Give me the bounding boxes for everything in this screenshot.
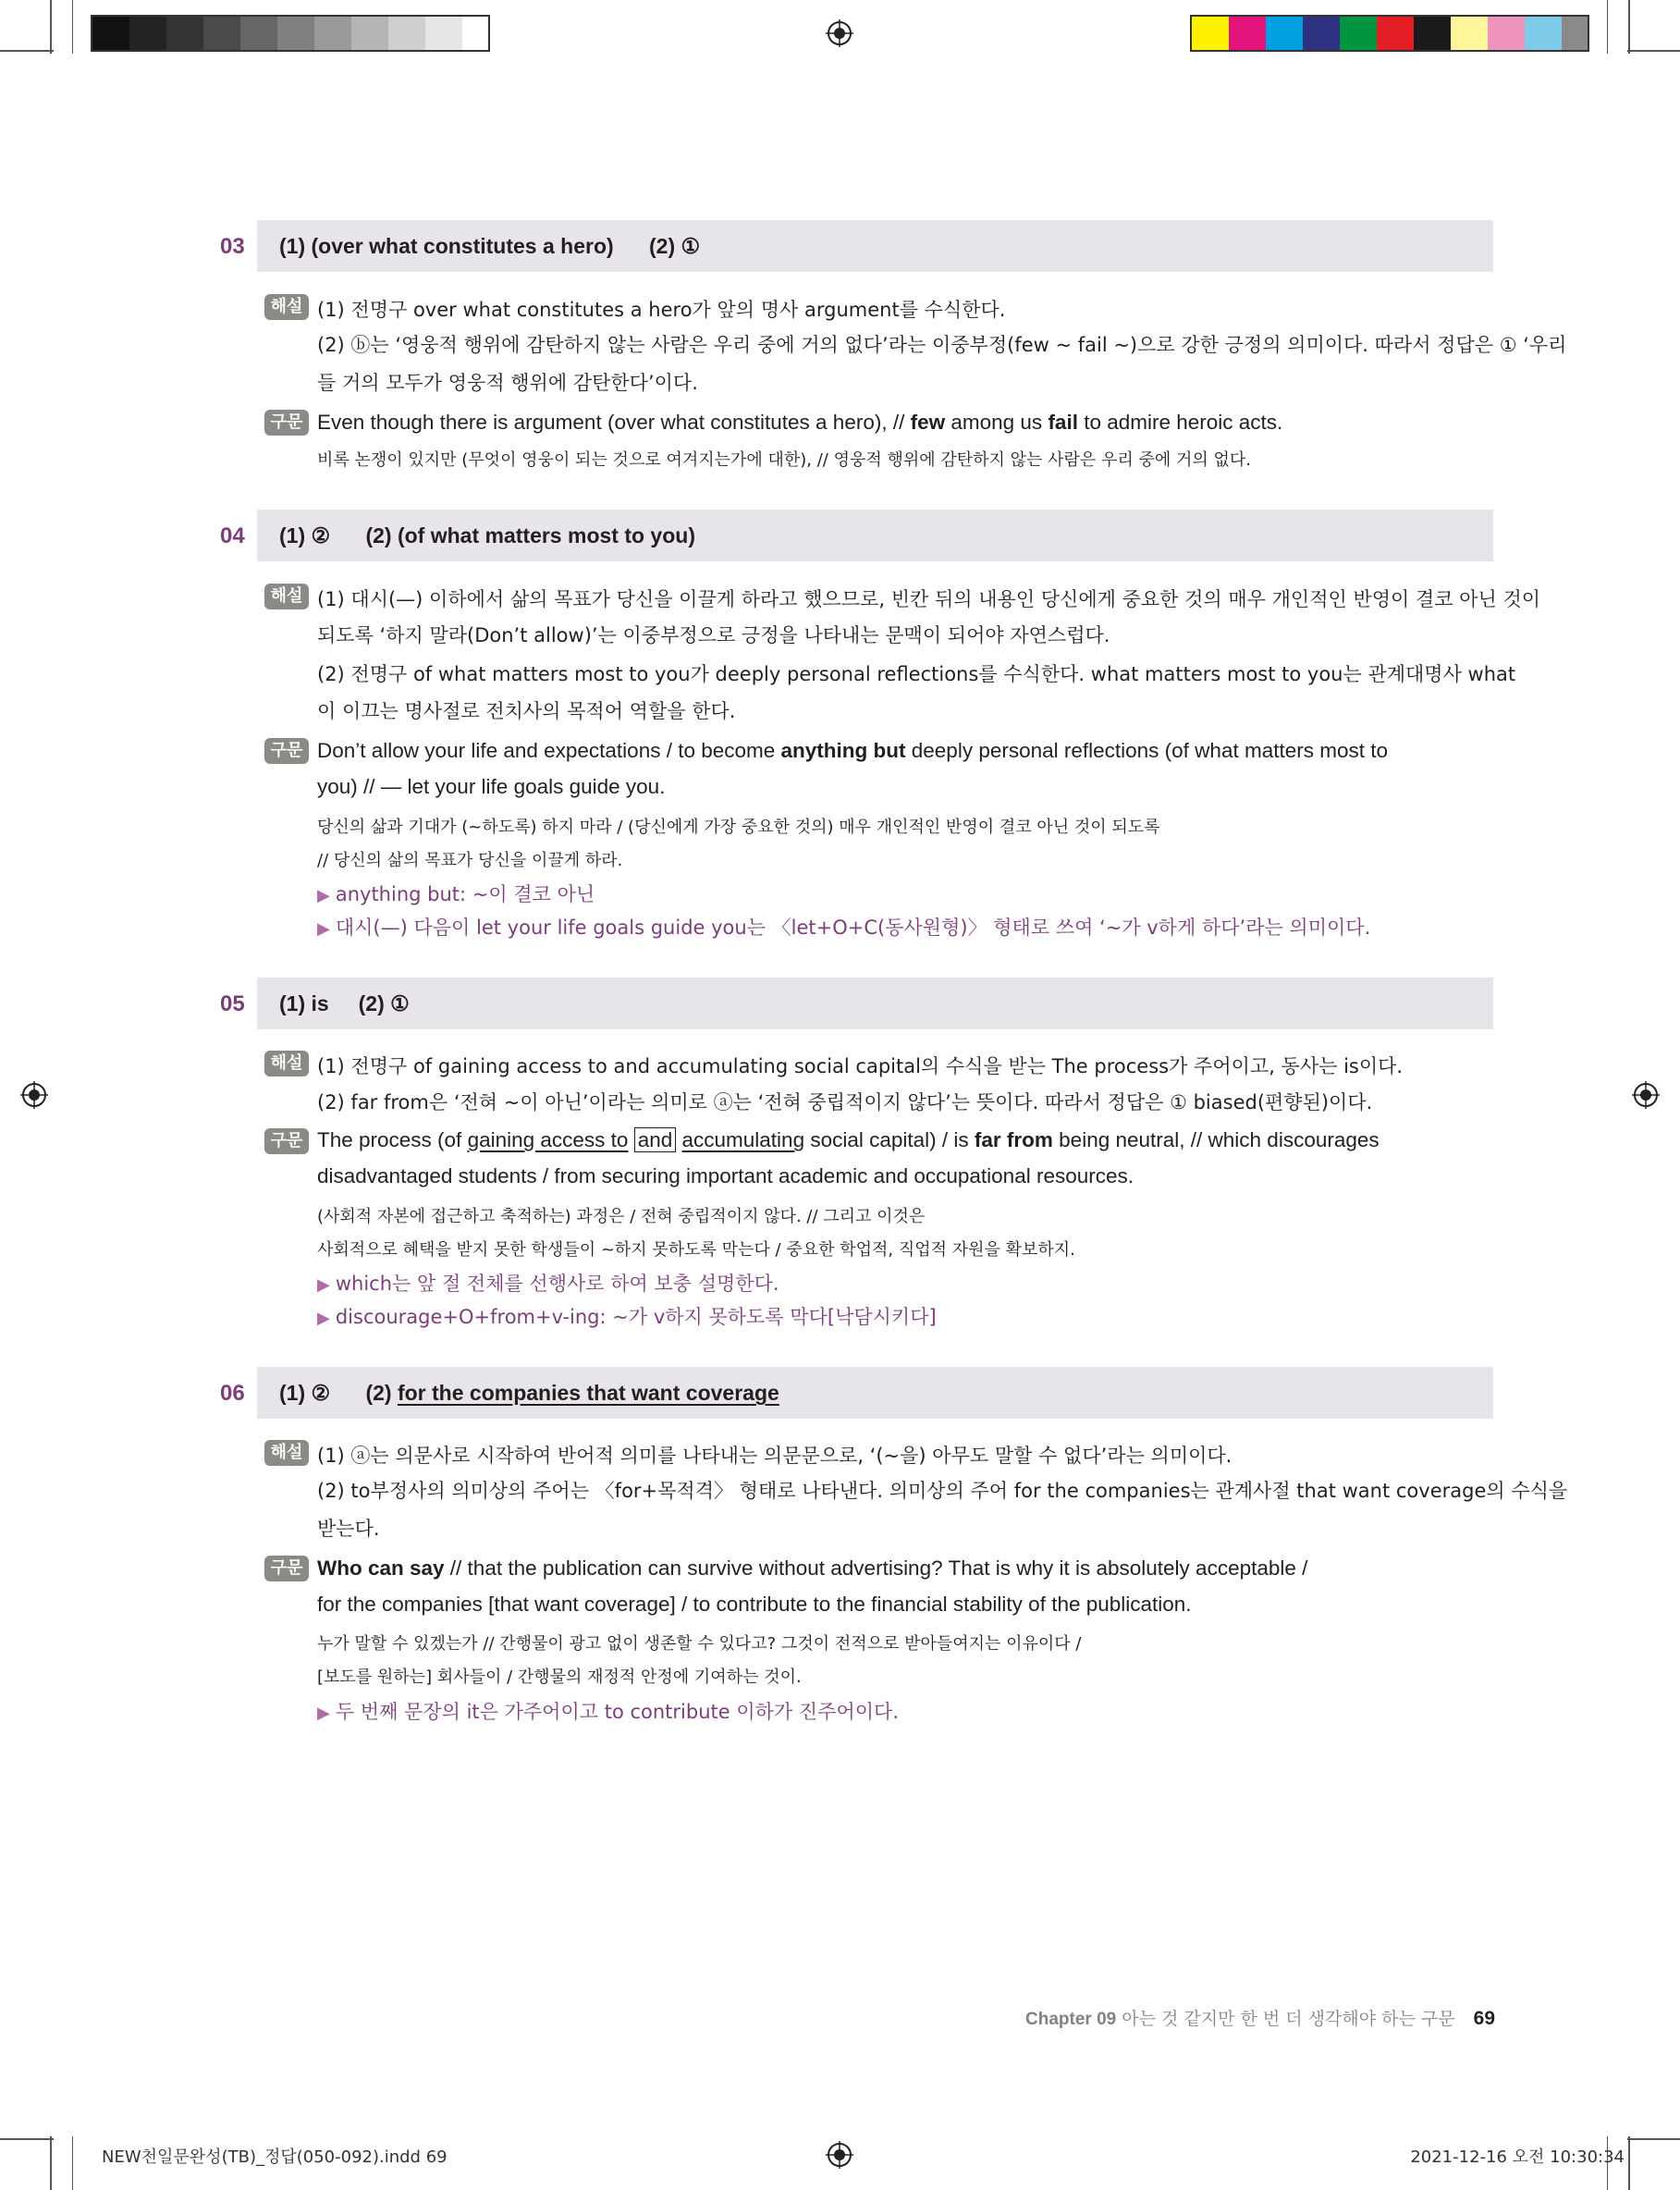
triangle-bullet-icon: ▶ bbox=[317, 919, 330, 939]
underlined-answer: for the companies that want coverage bbox=[397, 1381, 779, 1405]
explanation-line: (2) 전명구 of what matters most to you가 deeply personal reflections를 수식한다. what matters most to you는 관계대명사 what bbox=[317, 663, 1516, 685]
note-text: which는 앞 절 전체를 선행사로 하여 보충 설명한다. bbox=[335, 1273, 779, 1295]
explanation-tag: 해설 bbox=[264, 1440, 309, 1466]
explanation-line: (2) far from은 ‘전혀 ~이 아닌’이라는 의미로 ⓐ는 ‘전혀 중립적이지 않다’는 뜻이다. 따라서 정답은 ① biased(편향된)이다. bbox=[317, 1091, 1373, 1113]
explanation-tag: 해설 bbox=[264, 1051, 309, 1077]
grayscale-color-bar bbox=[91, 15, 490, 52]
explanation-line: (1) ⓐ는 의문사로 시작하여 반어적 의미를 나타내는 의문문으로, ‘(~을) 아무도 말할 수 없다’라는 의미이다. bbox=[317, 1445, 1232, 1467]
note-line bbox=[317, 913, 1370, 941]
bold-phrase: fail bbox=[1048, 411, 1078, 434]
explanation-line: 되도록 ‘하지 말라(Don’t allow)’는 이중부정으로 긍정을 나타내는 문맥이 되어야 자연스럽다. bbox=[317, 624, 1110, 646]
crop-mark bbox=[1627, 2138, 1680, 2140]
sentence-text: social capital) / is bbox=[804, 1128, 975, 1151]
syntax-sentence bbox=[317, 739, 1388, 763]
crop-mark bbox=[0, 50, 54, 52]
note-line bbox=[317, 1269, 779, 1297]
translation-line: (사회적 자본에 접근하고 축적하는) 과정은 / 전혀 중립적이지 않다. // 그리고 이것은 bbox=[317, 1207, 926, 1226]
note-text: 대시(—) 다음이 let your life goals guide you는 〈let+O+C(동사원형)〉 형태로 쓰여 ‘~가 v하게 하다’라는 의미이다. bbox=[335, 917, 1371, 939]
answer-part-2: (2) ① bbox=[649, 234, 701, 258]
print-slug-date: 2021-12-16 오전 10:30:34 bbox=[1410, 2147, 1625, 2167]
crop-mark bbox=[0, 2138, 54, 2140]
question-number: 03 bbox=[220, 234, 245, 259]
syntax-tag: 구문 bbox=[264, 738, 309, 764]
translation-line: [보도를 원하는] 회사들이 / 간행물의 재정적 안정에 기여하는 것이. bbox=[317, 1667, 802, 1687]
answer-part-1: (1) (over what constitutes a hero) bbox=[279, 234, 614, 258]
explanation-tag: 해설 bbox=[264, 294, 309, 320]
sentence-text: The process (of bbox=[317, 1128, 468, 1151]
chapter-title: 아는 것 같지만 한 번 더 생각해야 하는 구문 bbox=[1116, 2009, 1455, 2029]
explanation-tag: 해설 bbox=[264, 584, 309, 609]
process-color-bar bbox=[1190, 15, 1589, 52]
underlined-phrase: accumulating bbox=[681, 1128, 805, 1151]
registration-mark-icon bbox=[1632, 1081, 1660, 1109]
sentence-text: to admire heroic acts. bbox=[1077, 411, 1283, 434]
answer-band bbox=[257, 978, 1493, 1029]
note-line bbox=[317, 1697, 899, 1725]
bold-phrase: far from bbox=[974, 1128, 1053, 1151]
underlined-phrase: gaining access to bbox=[467, 1128, 629, 1151]
translation-line: 사회적으로 혜택을 받지 못한 학생들이 ~하지 못하도록 막는다 / 중요한 학업적, 직업적 자원을 확보하지. bbox=[317, 1240, 1075, 1260]
syntax-sentence bbox=[317, 1556, 1307, 1581]
note-text: 두 번째 문장의 it은 가주어이고 to contribute 이하가 진주어이다. bbox=[335, 1701, 899, 1723]
explanation-line: (2) to부정사의 의미상의 주어는 〈for+목적격〉 형태로 나타낸다. 의미상의 주어 for the companies는 관계사절 that want coverage의 수식을 bbox=[317, 1480, 1568, 1502]
answer-part-1: (1) ② bbox=[279, 1381, 331, 1405]
page-footer bbox=[1025, 2005, 1495, 2030]
explanation-line: (1) 대시(—) 이하에서 삶의 목표가 당신을 이끌게 하라고 했으므로, 빈칸 뒤의 내용인 당신에게 중요한 것의 매우 개인적인 반영이 결코 아닌 것이 bbox=[317, 588, 1541, 610]
triangle-bullet-icon: ▶ bbox=[317, 1275, 330, 1295]
registration-mark-icon bbox=[826, 2141, 853, 2169]
explanation-line: (1) 전명구 of gaining access to and accumulating social capital의 수식을 받는 The process가 주어이고, 동사는 is이다. bbox=[317, 1055, 1404, 1077]
sentence-text: Don’t allow your life and expectations / to become bbox=[317, 739, 781, 762]
sentence-text: among us bbox=[945, 411, 1048, 434]
answer-part-2: (2) bbox=[365, 1381, 398, 1405]
crop-mark bbox=[1627, 50, 1680, 52]
answer-part-2: (2) (of what matters most to you) bbox=[365, 523, 695, 548]
syntax-tag: 구문 bbox=[264, 1128, 309, 1154]
question-number: 05 bbox=[220, 991, 245, 1016]
translation-line: 당신의 삶과 기대가 (~하도록) 하지 마라 / (당신에게 가장 중요한 것의) 매우 개인적인 반영이 결코 아닌 것이 되도록 bbox=[317, 818, 1160, 837]
crop-mark bbox=[1628, 2136, 1630, 2190]
bold-phrase: Who can say bbox=[317, 1556, 445, 1580]
bold-phrase: few bbox=[910, 411, 946, 434]
chapter-label: Chapter 09 bbox=[1025, 2010, 1117, 2029]
translation-line: 비록 논쟁이 있지만 (무엇이 영웅이 되는 것으로 여겨지는가에 대한), // 영웅적 행위에 감탄하지 않는 사람은 우리 중에 거의 없다. bbox=[317, 450, 1252, 470]
syntax-sentence: disadvantaged students / from securing important academic and occupational resources. bbox=[317, 1164, 1134, 1187]
note-text: anything but: ~이 결코 아닌 bbox=[335, 883, 595, 905]
question-number: 06 bbox=[220, 1381, 245, 1406]
note-line bbox=[317, 880, 595, 907]
explanation-line: (1) 전명구 over what constitutes a hero가 앞의 명사 argument를 수식한다. bbox=[317, 299, 1006, 321]
answer-part-1: (1) is bbox=[279, 991, 329, 1015]
triangle-bullet-icon: ▶ bbox=[317, 1309, 330, 1328]
crop-mark bbox=[1628, 0, 1630, 54]
syntax-sentence bbox=[317, 411, 1282, 435]
crop-mark bbox=[72, 0, 73, 54]
sentence-text: being neutral, // which discourages bbox=[1052, 1128, 1380, 1151]
explanation-line: 들 거의 모두가 영웅적 행위에 감탄한다’이다. bbox=[317, 372, 698, 394]
syntax-sentence: for the companies [that want coverage] / to contribute to the financial stability of the publication. bbox=[317, 1593, 1192, 1616]
sentence-text: // that the publication can survive without advertising? That is why it is absolutely acceptable / bbox=[444, 1556, 1308, 1580]
translation-line: 누가 말할 수 있겠는가 // 간행물이 광고 없이 생존할 수 있다고? 그것이 전적으로 받아들여지는 이유이다 / bbox=[317, 1634, 1082, 1654]
sentence-text: deeply personal reflections (of what matters most to bbox=[905, 739, 1389, 762]
crop-mark bbox=[1607, 0, 1608, 54]
triangle-bullet-icon: ▶ bbox=[317, 1704, 330, 1723]
crop-mark bbox=[72, 2136, 73, 2190]
triangle-bullet-icon: ▶ bbox=[317, 886, 330, 905]
question-number: 04 bbox=[220, 523, 245, 548]
crop-mark bbox=[50, 2136, 52, 2190]
answer-text bbox=[279, 991, 410, 1016]
explanation-line: 이 이끄는 명사절로 전치사의 목적어 역할을 한다. bbox=[317, 700, 736, 722]
syntax-tag: 구문 bbox=[264, 1556, 309, 1581]
crop-mark bbox=[50, 0, 52, 54]
note-line bbox=[317, 1302, 937, 1330]
page-number: 69 bbox=[1473, 2008, 1495, 2029]
answer-part-1: (1) ② bbox=[279, 523, 331, 548]
boxed-conjunction: and bbox=[634, 1127, 677, 1152]
explanation-line: 받는다. bbox=[317, 1518, 380, 1540]
syntax-sentence: you) // — let your life goals guide you. bbox=[317, 775, 666, 798]
print-slug-file: NEW천일문완성(TB)_정답(050-092).indd 69 bbox=[102, 2147, 448, 2167]
answer-part-2: (2) ① bbox=[358, 991, 410, 1015]
registration-mark-icon bbox=[826, 19, 853, 47]
syntax-sentence bbox=[317, 1128, 1380, 1152]
syntax-tag: 구문 bbox=[264, 410, 309, 436]
answer-text bbox=[279, 1381, 779, 1406]
translation-line: // 당신의 삶의 목표가 당신을 이끌게 하라. bbox=[317, 851, 623, 870]
explanation-line: (2) ⓑ는 ‘영웅적 행위에 감탄하지 않는 사람은 우리 중에 거의 없다’라는 이중부정(few ~ fail ~)으로 강한 긍정의 의미이다. 따라서 정답은 ① ‘우리 bbox=[317, 334, 1567, 356]
answer-text bbox=[279, 234, 700, 259]
bold-phrase: anything but bbox=[780, 739, 906, 762]
answer-text bbox=[279, 523, 695, 548]
sentence-text: Even though there is argument (over what constitutes a hero), // bbox=[317, 411, 911, 434]
registration-mark-icon bbox=[20, 1081, 48, 1109]
note-text: discourage+O+from+v-ing: ~가 v하지 못하도록 막다[낙담시키다] bbox=[335, 1306, 937, 1328]
